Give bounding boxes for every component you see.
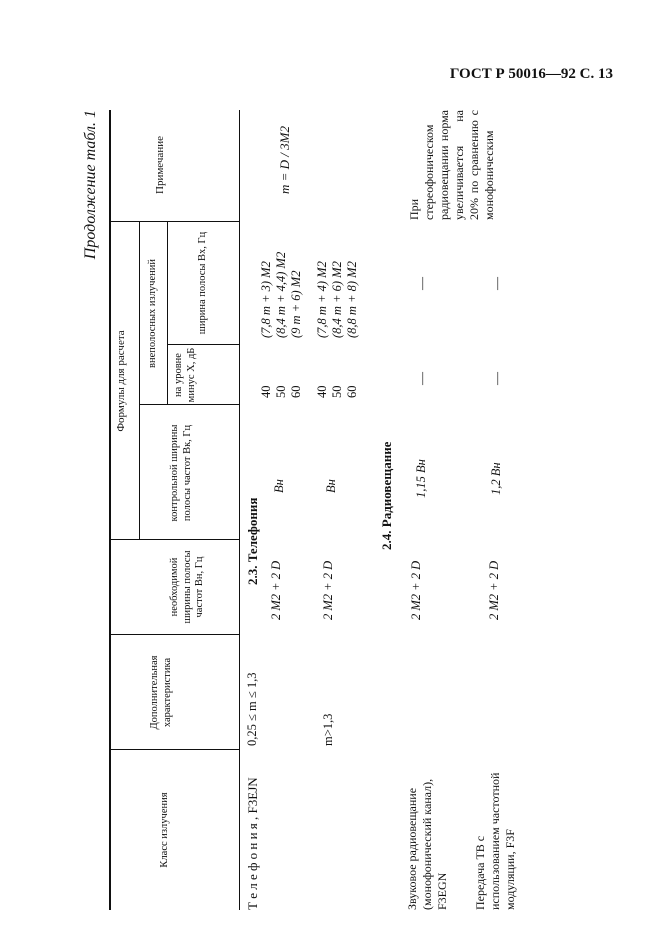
- row2-level-1: 40: [315, 385, 329, 398]
- row2-level-3: 60: [345, 385, 359, 398]
- rotated-table-block: [82, 110, 577, 910]
- row1-width-2: (8,4 m + 4,4) M2: [274, 251, 288, 338]
- row2-extra: m>1,3: [321, 713, 335, 746]
- header-necessary: необходимой ширины полосы частот Bн, Гц: [169, 550, 206, 624]
- row3-control: 1,15 Bн: [414, 459, 428, 498]
- section-broadcast: 2.4. Радиовещание: [379, 441, 394, 550]
- row4-widths: —: [489, 277, 504, 290]
- row2-level-2: 50: [330, 385, 344, 398]
- row3-class: Звуковое радиовещание (монофонический канал), F3EGN: [405, 778, 449, 910]
- row2-control: Bн: [324, 479, 338, 493]
- rule-v1: [109, 749, 239, 750]
- rule-v2: [109, 634, 239, 635]
- row4-control: 1,2 Bн: [489, 462, 503, 495]
- row2-levels: [315, 348, 360, 398]
- header-width: ширина полосы Bx, Гц: [197, 231, 208, 335]
- row2-width-2: (8,4 m + 6) M2: [330, 261, 344, 338]
- row4-necessary: 2 M2 + 2 D: [487, 560, 501, 620]
- rule-v3: [109, 539, 239, 540]
- page-header: ГОСТ Р 50016—92 С. 13: [449, 66, 613, 82]
- row1-extra: 0,25 ≤ m ≤ 1,3: [245, 672, 259, 746]
- row2-width-1: (7,8 m + 4) M2: [315, 261, 329, 338]
- rule-v6: [109, 221, 239, 222]
- row3-widths: —: [414, 277, 429, 290]
- table-caption: Продолжение табл. 1: [82, 110, 99, 260]
- row4-levels: —: [489, 372, 504, 385]
- row1-level-3: 60: [289, 385, 303, 398]
- header-outband: внеполосных излучений: [147, 259, 158, 368]
- row1-class: Т е л е ф о н и я , F3EJN: [245, 777, 260, 910]
- header-class: Класс излучения: [159, 792, 170, 868]
- row3-necessary: 2 M2 + 2 D: [409, 560, 423, 620]
- header-extra: Дополнительная характеристика: [149, 655, 173, 730]
- row1-control: Bн: [272, 479, 286, 493]
- row3-levels: —: [414, 372, 429, 385]
- table-top-rule: [109, 110, 111, 910]
- header-formulas: Формулы для расчета: [115, 330, 127, 432]
- row1-width-1: (7,8 m + 3) M2: [259, 261, 273, 338]
- row1-level-2: 50: [274, 385, 288, 398]
- row2-width-3: (8,8 m + 8) M2: [345, 261, 359, 338]
- header-control: контрольной ширины полосы частот Bк, Гц: [169, 424, 193, 522]
- header-note: Примечание: [154, 136, 166, 194]
- header-level: на уровне минус X, дБ: [173, 347, 197, 403]
- row1-level-1: 40: [259, 385, 273, 398]
- data-table: [109, 110, 549, 910]
- row1-note-formula: m = D / 3M2: [277, 126, 292, 194]
- header-bottom-rule: [239, 110, 240, 910]
- formulas-rule: [139, 222, 140, 540]
- spacer: [245, 749, 535, 750]
- row4-class: Передача ТВ с использованием частотной модуляции, F3F: [473, 772, 517, 910]
- row3-note: При стереофоническом радиовещании норма увеличивается на 20% по сравнению с монофоническим: [407, 110, 496, 220]
- outband-rule: [167, 222, 168, 405]
- row1-levels: [259, 348, 304, 398]
- row1-necessary: 2 M2 + 2 D: [269, 560, 283, 620]
- section-telephony: 2.3. Телефония: [245, 497, 260, 585]
- row1-widths: [259, 224, 304, 338]
- row1-width-3: (9 m + 6) M2: [289, 270, 303, 338]
- row2-necessary: 2 M2 + 2 D: [321, 560, 335, 620]
- row2-widths: [315, 224, 360, 338]
